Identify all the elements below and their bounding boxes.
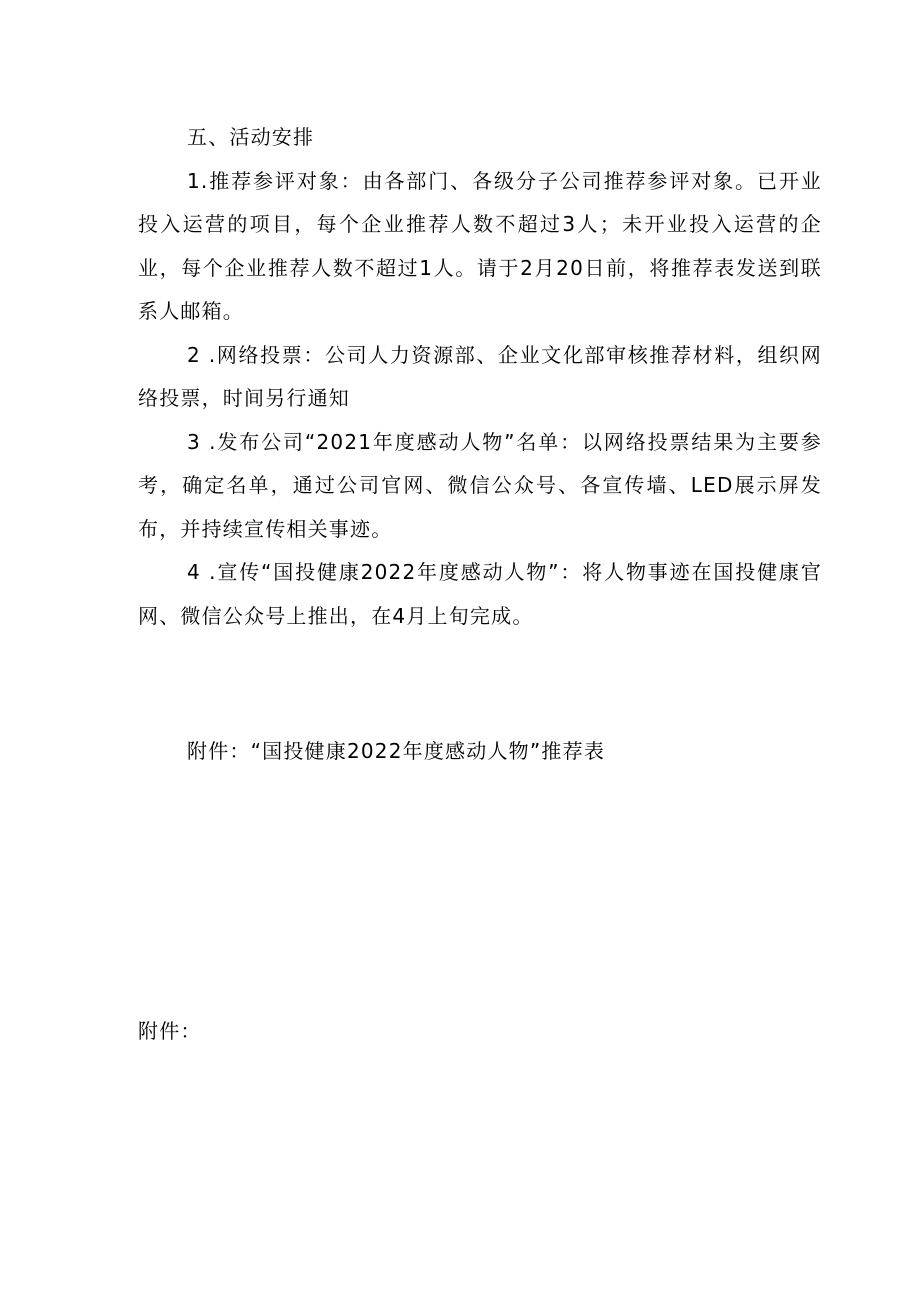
item-online-voting: 2 .网络投票：公司人力资源部、企业文化部审核推荐材料，组织网络投票，时间另行通知 [138,342,822,410]
attachment-label: 附件： [138,1019,202,1043]
item-promotion: 4 .宣传“国投健康2022年度感动人物”：将人物事迹在国投健康官网、微信公众号上推出，在4月上旬完成。 [138,560,822,628]
item-publish-list: 3 .发布公司“2021年度感动人物”名单：以网络投票结果为主要参考，确定名单，通过公司官网、微信公众号、各宣传墙、LED展示屏发布，并持续宣传相关事迹。 [138,429,822,541]
item-recommend-candidates: 1.推荐参评对象：由各部门、各级分子公司推荐参评对象。已开业投入运营的项目，每个企业推荐人数不超过3人；未开业投入运营的企业，每个企业推荐人数不超过1人。请于2月20日前，将推荐表发送到联系人邮箱。 [138,168,822,323]
document-body [138,116,822,638]
attachment-note: 附件：“国投健康2022年度感动人物”推荐表 [187,739,606,763]
section-heading: 五、活动安排 [187,125,315,149]
